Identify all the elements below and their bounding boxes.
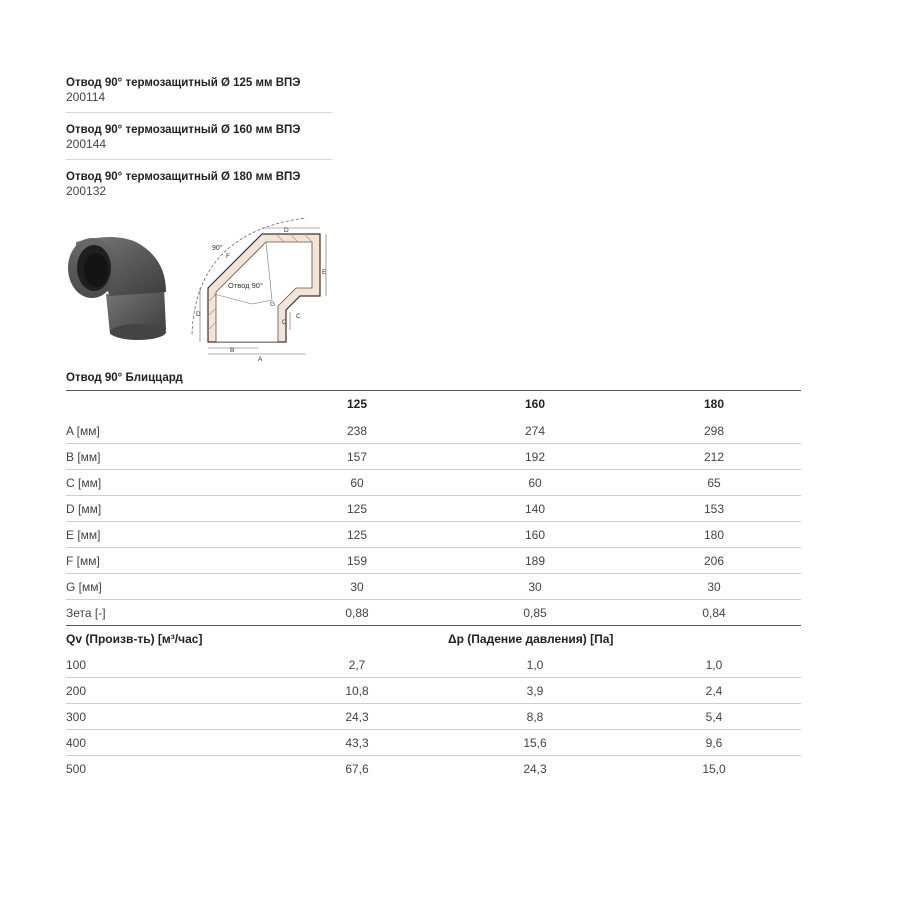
column-header: 125 (346, 397, 368, 411)
table-cell: 43,3 (345, 736, 369, 750)
row-label: G [мм] (66, 580, 102, 594)
row-label: F [мм] (66, 554, 100, 568)
flow-header: Qv (Произв-ть) [м³/час] (66, 632, 203, 646)
row-divider (66, 599, 801, 600)
table-cell: 189 (524, 554, 546, 568)
row-divider (66, 677, 801, 678)
dim-label-d-left: D (196, 311, 201, 318)
dim-label-b: B (230, 347, 235, 354)
table-cell: 125 (346, 502, 368, 516)
table-cell: 67,6 (345, 762, 369, 776)
dim-label-a: A (258, 356, 263, 362)
row-divider (66, 547, 801, 548)
row-label: 300 (66, 710, 87, 724)
row-label: Зета [-] (66, 606, 106, 620)
table-cell: 3,9 (526, 684, 544, 698)
dim-label-f: F (226, 253, 230, 260)
table-cell: 140 (524, 502, 546, 516)
table-cell: 2,7 (348, 658, 366, 672)
table-cell: 60 (528, 476, 542, 490)
row-divider (66, 469, 801, 470)
product-item-125 (66, 76, 332, 104)
dim-label-d-top: D (284, 227, 289, 234)
product-code: 200132 (66, 184, 107, 198)
row-label: 400 (66, 736, 87, 750)
product-code: 200144 (66, 137, 107, 151)
table-cell: 24,3 (523, 762, 547, 776)
table-cell: 0,85 (523, 606, 547, 620)
table-cell: 206 (703, 554, 725, 568)
table-cell: 160 (524, 528, 546, 542)
product-code: 200114 (66, 90, 106, 104)
table-cell: 159 (346, 554, 368, 568)
table-cell: 274 (524, 424, 546, 438)
dim-label-e: E (322, 269, 327, 276)
row-label: 500 (66, 762, 87, 776)
table-cell: 5,4 (705, 710, 723, 724)
table-cell: 180 (703, 528, 725, 542)
table-top-rule (66, 390, 801, 391)
table-cell: 153 (703, 502, 725, 516)
section-rule (66, 625, 801, 626)
row-label: A [мм] (66, 424, 100, 438)
row-label: B [мм] (66, 450, 101, 464)
dim-label-c-left: C (282, 319, 287, 326)
center-label: Отвод 90° (228, 281, 263, 290)
table-cell: 24,3 (345, 710, 369, 724)
table-title: Отвод 90° Блиццард (66, 372, 183, 384)
product-item-180 (66, 170, 332, 198)
divider (66, 159, 332, 160)
dim-label-g: G (270, 301, 276, 308)
table-cell: 30 (350, 580, 364, 594)
table-cell: 30 (707, 580, 721, 594)
row-label: C [мм] (66, 476, 102, 490)
row-divider (66, 573, 801, 574)
table-cell: 298 (703, 424, 725, 438)
table-cell: 0,88 (345, 606, 369, 620)
table-cell: 10,8 (345, 684, 369, 698)
table-cell: 9,6 (705, 736, 723, 750)
dimension-drawing (186, 212, 336, 362)
table-cell: 15,0 (702, 762, 726, 776)
row-divider (66, 443, 801, 444)
row-label: D [мм] (66, 502, 102, 516)
row-divider (66, 703, 801, 704)
table-cell: 1,0 (705, 658, 723, 672)
column-header: 160 (524, 397, 546, 411)
row-divider (66, 729, 801, 730)
product-item-160 (66, 123, 332, 151)
row-divider (66, 521, 801, 522)
pressure-header: Δp (Падение давления) [Па] (448, 632, 614, 646)
divider (66, 112, 332, 113)
row-divider (66, 495, 801, 496)
column-header: 180 (703, 397, 725, 411)
product-title: Отвод 90° термозащитный Ø 180 мм ВПЭ (66, 171, 301, 183)
row-label: 100 (66, 658, 87, 672)
product-title: Отвод 90° термозащитный Ø 125 мм ВПЭ (66, 77, 301, 89)
table-cell: 8,8 (526, 710, 544, 724)
table-cell: 212 (703, 450, 725, 464)
table-cell: 65 (707, 476, 721, 490)
table-cell: 60 (350, 476, 364, 490)
product-title: Отвод 90° термозащитный Ø 160 мм ВПЭ (66, 124, 301, 136)
angle-label: 90° (212, 245, 223, 252)
row-label: E [мм] (66, 528, 101, 542)
table-cell: 30 (528, 580, 542, 594)
table-cell: 2,4 (705, 684, 723, 698)
table-cell: 15,6 (523, 736, 547, 750)
table-cell: 125 (346, 528, 368, 542)
table-cell: 1,0 (526, 658, 544, 672)
row-label: 200 (66, 684, 87, 698)
table-cell: 238 (346, 424, 368, 438)
row-divider (66, 755, 801, 756)
dim-label-c-right: C (296, 313, 301, 320)
table-cell: 192 (524, 450, 546, 464)
elbow-photo (62, 234, 174, 342)
table-cell: 0,84 (702, 606, 726, 620)
table-cell: 157 (346, 450, 368, 464)
